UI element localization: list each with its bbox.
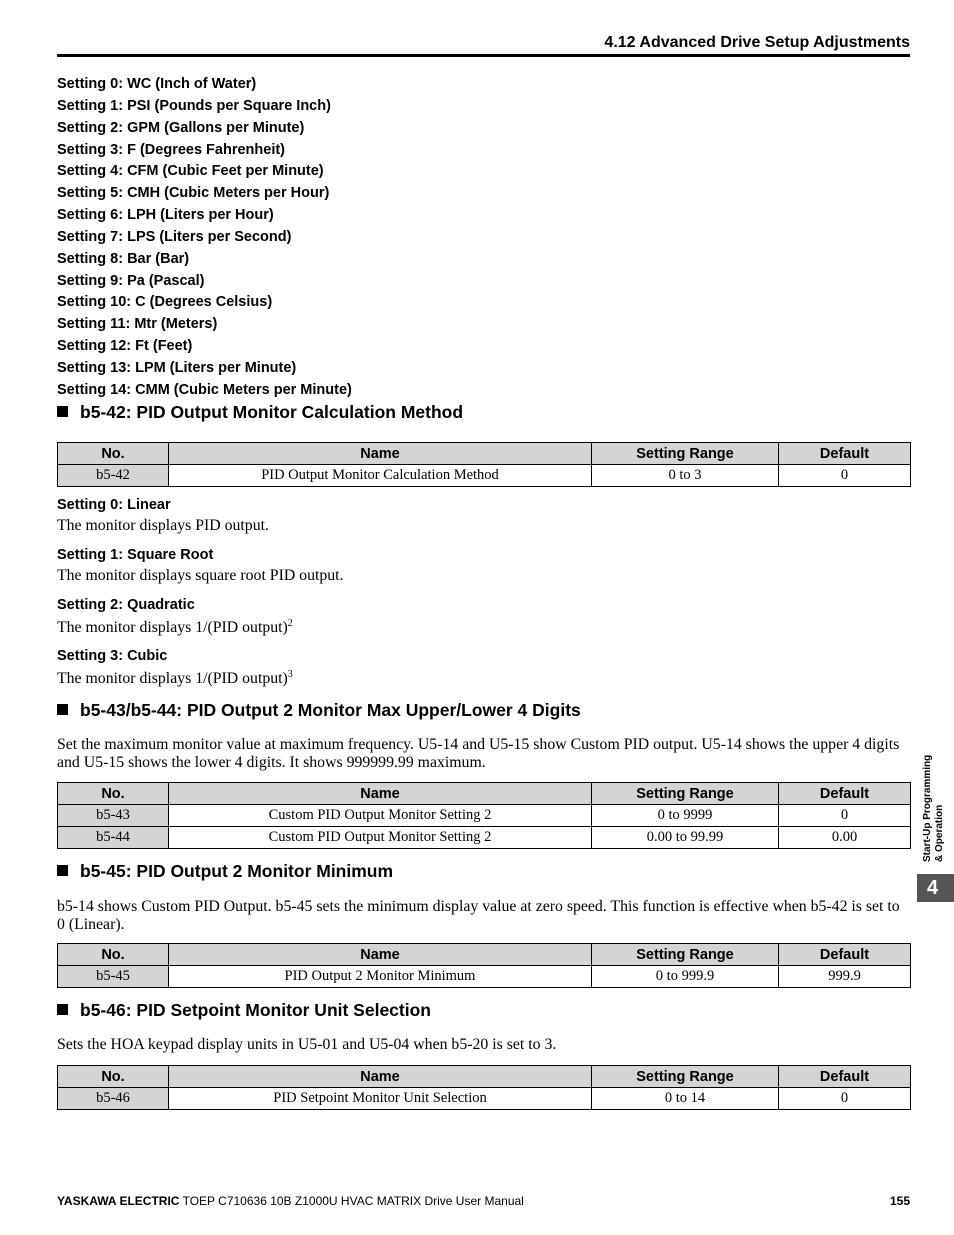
paragraph-b5-43: Set the maximum monitor value at maximum frequency. U5-14 and U5-15 show Custom PID output. U5-14 shows the upper 4 digits and U5-15 shows the lower 4 digits. It shows 999999.99 maximum. [57,736,900,771]
list-item: Setting 3: F (Degrees Fahrenheit) [57,141,286,158]
cell-no: b5-44 [58,827,169,849]
heading-text: b5-43/b5-44: PID Output 2 Monitor Max Upper/Lower 4 Digits [80,700,581,720]
superscript: 3 [287,669,293,680]
list-item: Setting 6: LPH (Liters per Hour) [57,207,274,224]
setting-2-text [57,619,293,637]
table-b5-46 [57,1065,911,1110]
table-header-row [58,944,911,966]
square-bullet-icon [57,865,68,876]
setting-3-text-main: The monitor displays 1/(PID output) [57,670,288,687]
superscript: 2 [287,618,293,629]
paragraph-b5-45: b5-14 shows Custom PID Output. b5-45 sets the minimum display value at zero speed. This function is effective when b5-42 is set to 0 (Linear). [57,898,900,933]
table-b5-45 [57,943,911,988]
list-item: Setting 4: CFM (Cubic Feet per Minute) [57,163,324,180]
header-default: Default [779,944,911,966]
header-no: No. [58,944,169,966]
cell-no: b5-42 [58,465,169,487]
table-b5-43 [57,782,911,849]
heading-b5-42 [57,402,463,423]
list-item: Setting 12: Ft (Feet) [57,338,193,355]
list-item: Setting 13: LPM (Liters per Minute) [57,359,297,376]
heading-b5-46 [57,1000,431,1021]
header-default: Default [779,1066,911,1088]
footer-doc-title: TOEP C710636 10B Z1000U HVAC MATRIX Drive User Manual [179,1194,524,1208]
setting-1-text: The monitor displays square root PID output. [57,567,344,584]
heading-text: b5-42: PID Output Monitor Calculation Method [80,402,464,422]
header-range: Setting Range [592,1066,779,1088]
cell-name: PID Setpoint Monitor Unit Selection [169,1088,592,1110]
chapter-tab-number: 4 [917,874,954,902]
page-footer [57,1194,524,1208]
header-range: Setting Range [592,944,779,966]
cell-default: 0 [779,805,911,827]
table-row [58,805,911,827]
cell-name: PID Output 2 Monitor Minimum [169,966,592,988]
table-row [58,1088,911,1110]
page-number: 155 [889,1194,910,1208]
square-bullet-icon [57,704,68,715]
list-item: Setting 9: Pa (Pascal) [57,272,205,289]
heading-text: b5-45: PID Output 2 Monitor Minimum [80,861,394,881]
header-name: Name [169,944,592,966]
heading-b5-45 [57,861,393,882]
table-b5-42 [57,442,911,487]
table-row [58,966,911,988]
list-item: Setting 10: C (Degrees Celsius) [57,294,273,311]
header-name: Name [169,443,592,465]
heading-b5-43 [57,700,581,721]
header-no: No. [58,783,169,805]
header-default: Default [779,783,911,805]
square-bullet-icon [57,1004,68,1015]
chapter-tab-line-2: & Operation [934,804,945,862]
cell-range: 0 to 999.9 [592,966,779,988]
setting-0-text: The monitor displays PID output. [57,517,269,534]
paragraph-b5-46: Sets the HOA keypad display units in U5-01 and U5-04 when b5-20 is set to 3. [57,1036,557,1053]
table-header-row [58,1066,911,1088]
cell-range: 0 to 9999 [592,805,779,827]
table-header-row [58,443,911,465]
cell-range: 0 to 14 [592,1088,779,1110]
cell-range: 0.00 to 99.99 [592,827,779,849]
cell-default: 0 [779,1088,911,1110]
list-item: Setting 1: PSI (Pounds per Square Inch) [57,97,331,114]
section-title: 4.12 Advanced Drive Setup Adjustments [604,34,910,51]
cell-name: Custom PID Output Monitor Setting 2 [169,827,592,849]
header-no: No. [58,1066,169,1088]
unit-settings-list [57,74,757,402]
cell-default: 999.9 [779,966,911,988]
cell-name: PID Output Monitor Calculation Method [169,465,592,487]
cell-no: b5-46 [58,1088,169,1110]
heading-text: b5-46: PID Setpoint Monitor Unit Selection [80,1000,431,1020]
setting-0-title: Setting 0: Linear [57,497,171,513]
chapter-tab-line-1: Start-Up Programming [922,754,933,862]
table-row [58,827,911,849]
list-item: Setting 14: CMM (Cubic Meters per Minute) [57,381,352,398]
setting-2-title: Setting 2: Quadratic [57,597,195,613]
header-name: Name [169,783,592,805]
chapter-tab-label [922,755,946,862]
list-item: Setting 8: Bar (Bar) [57,250,190,267]
cell-default: 0 [779,465,911,487]
cell-name: Custom PID Output Monitor Setting 2 [169,805,592,827]
cell-range: 0 to 3 [592,465,779,487]
setting-2-text-main: The monitor displays 1/(PID output) [57,619,288,636]
cell-no: b5-45 [58,966,169,988]
list-item: Setting 11: Mtr (Meters) [57,316,218,333]
setting-3-text [57,670,293,688]
header-range: Setting Range [592,783,779,805]
table-header-row [58,783,911,805]
header-range: Setting Range [592,443,779,465]
list-item: Setting 5: CMH (Cubic Meters per Hour) [57,185,330,202]
header-name: Name [169,1066,592,1088]
setting-3-title: Setting 3: Cubic [57,648,168,664]
header-no: No. [58,443,169,465]
cell-no: b5-43 [58,805,169,827]
list-item: Setting 0: WC (Inch of Water) [57,76,257,92]
header-default: Default [779,443,911,465]
setting-1-title: Setting 1: Square Root [57,547,214,563]
list-item: Setting 7: LPS (Liters per Second) [57,228,292,245]
footer-brand: YASKAWA ELECTRIC [57,1194,180,1208]
square-bullet-icon [57,406,68,417]
header-rule [57,54,910,57]
table-row [58,465,911,487]
cell-default: 0.00 [779,827,911,849]
list-item: Setting 2: GPM (Gallons per Minute) [57,119,305,136]
